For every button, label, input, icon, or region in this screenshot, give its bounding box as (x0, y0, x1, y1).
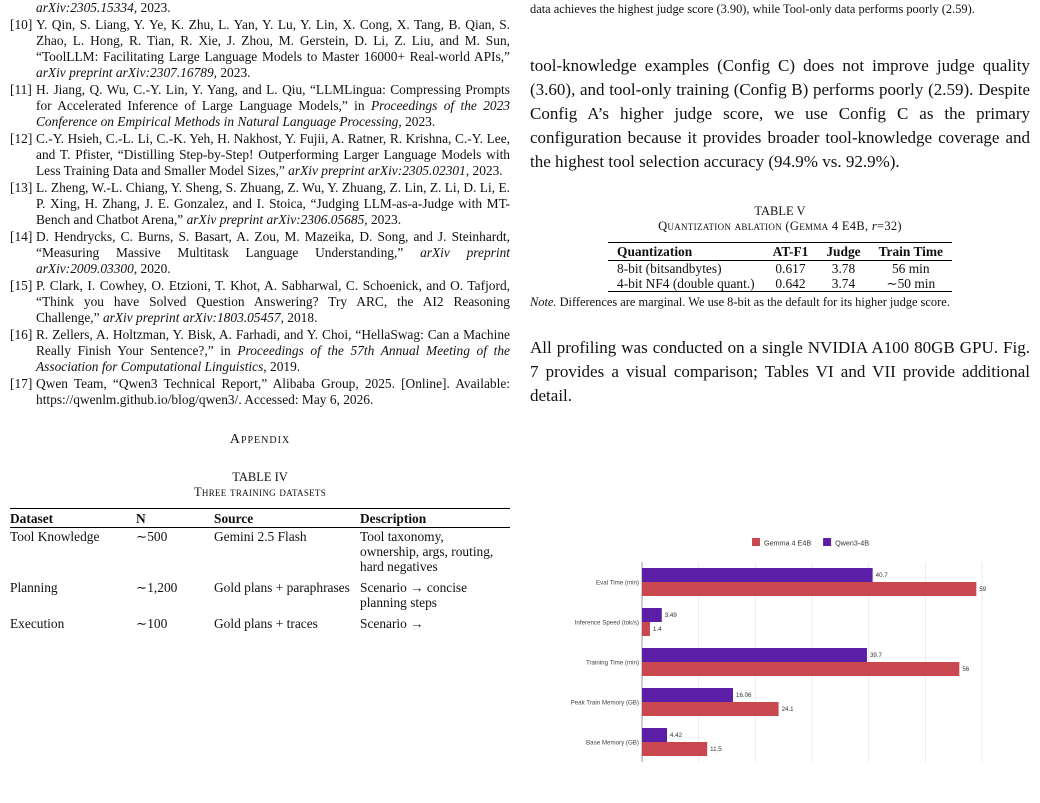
table-cell: 4-bit NF4 (double quant.) (617, 276, 755, 291)
bar-qwen (642, 608, 662, 622)
table-row (10, 615, 510, 636)
table-row (608, 261, 952, 277)
bar-value-label: 3.49 (664, 612, 677, 620)
ref-12 (10, 131, 510, 179)
body-paragraph: All profiling was conducted on a single NVIDIA A100 80GB GPU. Fig. 7 provides a visual comparison; Tables VI and VII provide additional detail. (530, 338, 1030, 405)
bar-gemma (642, 742, 707, 756)
legend-swatch (823, 538, 831, 546)
bar-gemma (642, 582, 976, 596)
table-iii-note-tail: data achieves the highest judge score (3.90), while Tool-only data performs poorly (2.59). (530, 2, 975, 16)
reference-text: D. Hendrycks, C. Burns, S. Basart, A. Zou, M. Mazeika, D. Song, and J. Steinhardt, “Measuring Massive Multitask Language Understanding,” arXiv preprint arXiv:2009.03300, 2020. (36, 229, 510, 276)
bar-gemma (642, 662, 959, 676)
bar-value-label: 56 (962, 666, 970, 674)
left-column (10, 0, 510, 636)
table-cell: ∼50 min (886, 276, 936, 291)
table-iv-title: Three training datasets (193, 485, 327, 499)
body-paragraph: tool-knowledge examples (Config C) does not improve judge quality (3.60), and tool-only training (Config B) performs poorly (2.59). Despite Config A’s higher judge score, we use Config C as the primary configuration because it provides broader tool-knowledge coverage and the highest tool selection accuracy (94.9% vs. 92.9%). (530, 56, 1030, 171)
reference-number: [12] (10, 131, 33, 146)
ref-15 (10, 278, 510, 326)
ref-17 (10, 376, 510, 408)
profiling-bar-chart (534, 532, 1014, 772)
table-v-title-pre: Quantization ablation (Gemma 4 E4B, (658, 219, 872, 233)
table-cell: ∼100 (136, 616, 168, 631)
table-v-header: Quantization (608, 243, 764, 261)
reference-text: H. Jiang, Q. Wu, C.-Y. Lin, Y. Yang, and L. Qiu, “LLMLingua: Compressing Prompts for Accelerated Inference of Large Language Models,” in Proceedings of the 2023 Conference on Empirical Methods in Natural Language Processing, 2023. (36, 82, 510, 129)
table-cell: Gemini 2.5 Flash (214, 529, 307, 544)
table-cell: Scenario → (360, 616, 424, 631)
table-cell: Gold plans + paraphrases (214, 580, 350, 595)
references-list (10, 0, 510, 408)
table-cell: Scenario → concise planning steps (360, 580, 468, 610)
ref-14 (10, 229, 510, 277)
ref-11 (10, 82, 510, 130)
reference-text: arXiv:2305.15334, 2023. (36, 0, 171, 15)
bar-value-label: 59 (979, 586, 987, 594)
table-cell: 0.642 (775, 276, 806, 291)
ref-16 (10, 327, 510, 375)
reference-text: L. Zheng, W.-L. Chiang, Y. Sheng, S. Zhuang, Z. Wu, Y. Zhuang, Z. Lin, Z. Li, D. Li, E. P. Xing, H. Zhang, J. E. Gonzalez, and I. Stoica, “Judging LLM-as-a-Judge with MT-Bench and Chatbot Arena,” arXiv preprint arXiv:2306.05685, 2023. (36, 180, 510, 227)
reference-number (10, 0, 36, 16)
table-v-header: AT-F1 (764, 243, 818, 261)
bar-qwen (642, 688, 733, 702)
table-v-title-var: r (871, 219, 877, 233)
table-iv-header: Dataset (10, 509, 136, 528)
table-row (10, 579, 510, 615)
table-iv (10, 508, 510, 636)
table-cell: ∼1,200 (136, 580, 178, 595)
ref-10 (10, 17, 510, 81)
reference-text: C.-Y. Hsieh, C.-L. Li, C.-K. Yeh, H. Nakhost, Y. Fujii, A. Ratner, R. Krishna, C.-Y. Lee, and T. Pfister, “Distilling Step-by-Step! Outperforming Larger Language Models with Less Training Data and Smaller Model Sizes,” arXiv preprint arXiv:2305.02301, 2023. (36, 131, 510, 178)
bar-value-label: 40.7 (875, 572, 888, 580)
table-v (608, 242, 952, 292)
table-v-label: TABLE V (754, 204, 806, 218)
table-cell: Planning (10, 580, 58, 595)
legend-label: Qwen3-4B (835, 538, 870, 548)
category-label: Eval Time (min) (596, 579, 639, 587)
bar-value-label: 11.5 (710, 746, 722, 754)
bar-qwen (642, 728, 667, 742)
reference-number: [13] (10, 180, 33, 195)
table-cell: 3.78 (831, 261, 856, 276)
table-cell: Tool taxonomy, ownership, args, routing, hard negatives (360, 529, 494, 574)
table-cell: Gold plans + traces (214, 616, 318, 631)
bar-gemma (642, 702, 779, 716)
chart-legend (752, 538, 869, 548)
legend-label: Gemma 4 E4B (764, 538, 812, 548)
table-cell: Execution (10, 616, 65, 631)
bar-value-label: 1.4 (652, 626, 662, 634)
ref-13 (10, 180, 510, 228)
reference-number: [15] (10, 278, 33, 293)
table-iv-header-row (10, 509, 510, 528)
reference-number: [10] (10, 17, 33, 32)
bar-qwen (642, 568, 873, 582)
category-label: Base Memory (GB) (586, 739, 639, 747)
table-v-header-row (608, 243, 952, 261)
reference-text: P. Clark, I. Cowhey, O. Etzioni, T. Khot, A. Sabharwal, C. Schoenick, and O. Tafjord, “Think you have Solved Question Answering? Try ARC, the AI2 Reasoning Challenge,” arXiv preprint arXiv:1803.05457, 2018. (36, 278, 510, 325)
bar-gemma (642, 622, 650, 636)
table-cell: 3.74 (831, 276, 856, 291)
reference-text: R. Zellers, A. Holtzman, Y. Bisk, A. Farhadi, and Y. Choi, “HellaSwag: Can a Machine Really Finish Your Sentence?,” in Proceedings of the 57th Annual Meeting of the Association for Computational Linguistics, 2019. (36, 327, 510, 374)
reference-text: Y. Qin, S. Liang, Y. Ye, K. Zhu, L. Yan, Y. Lu, Y. Lin, X. Cong, X. Tang, B. Qian, S. Zhao, L. Hong, R. Tian, R. Xie, J. Zhou, M. Gerstein, D. Li, Z. Liu, and M. Sun, “ToolLLM: Facilitating Large Language Models to Master 16000+ Real-world APIs,” arXiv preprint arXiv:2307.16789, 2023. (36, 17, 510, 80)
legend-swatch (752, 538, 760, 546)
table-v-note-label: Note. (530, 295, 557, 309)
bar-value-label: 16.06 (736, 692, 752, 700)
table-iv-header: Source (214, 509, 360, 528)
table-v-header: Judge (817, 243, 869, 261)
reference-text: Qwen Team, “Qwen3 Technical Report,” Alibaba Group, 2025. [Online]. Available: https://qwenlm.github.io/blog/qwen3/. Accessed: May 6, 2026. (36, 376, 510, 407)
table-v-note-text: Differences are marginal. We use 8-bit as the default for its higher judge score. (556, 295, 950, 309)
bar-value-label: 39.7 (869, 652, 883, 660)
table-cell: ∼500 (136, 529, 168, 544)
chart-bars (571, 568, 987, 756)
reference-number: [16] (10, 327, 33, 342)
reference-number: [17] (10, 376, 33, 391)
table-cell: 56 min (891, 261, 930, 276)
table-row (10, 528, 510, 580)
table-cell: 8-bit (bitsandbytes) (617, 261, 722, 276)
table-v-caption (530, 204, 1030, 234)
right-column (530, 0, 1030, 408)
table-v-title (530, 219, 1030, 234)
table-v-title-post: =32) (876, 219, 902, 233)
appendix-heading: Appendix (229, 432, 291, 447)
table-v-note (530, 295, 1030, 310)
table-iv-header: Description (360, 509, 510, 528)
category-label: Training Time (min) (585, 659, 639, 667)
table-row (608, 276, 952, 292)
bar-value-label: 24.1 (781, 706, 794, 714)
table-iv-caption (10, 470, 510, 500)
table-iv-header: N (136, 509, 214, 528)
table-v-header: Train Time (870, 243, 952, 261)
table-iv-label: TABLE IV (232, 470, 288, 484)
bar-qwen (642, 648, 867, 662)
bar-value-label: 4.42 (670, 732, 683, 740)
category-label: Inference Speed (tok/s) (574, 619, 639, 627)
reference-number: [11] (10, 82, 32, 97)
ref-9-tail (10, 0, 510, 16)
table-cell: Tool Knowledge (10, 529, 100, 544)
category-label: Peak Train Memory (GB) (570, 699, 639, 707)
reference-number: [14] (10, 229, 33, 244)
table-cell: 0.617 (775, 261, 806, 276)
